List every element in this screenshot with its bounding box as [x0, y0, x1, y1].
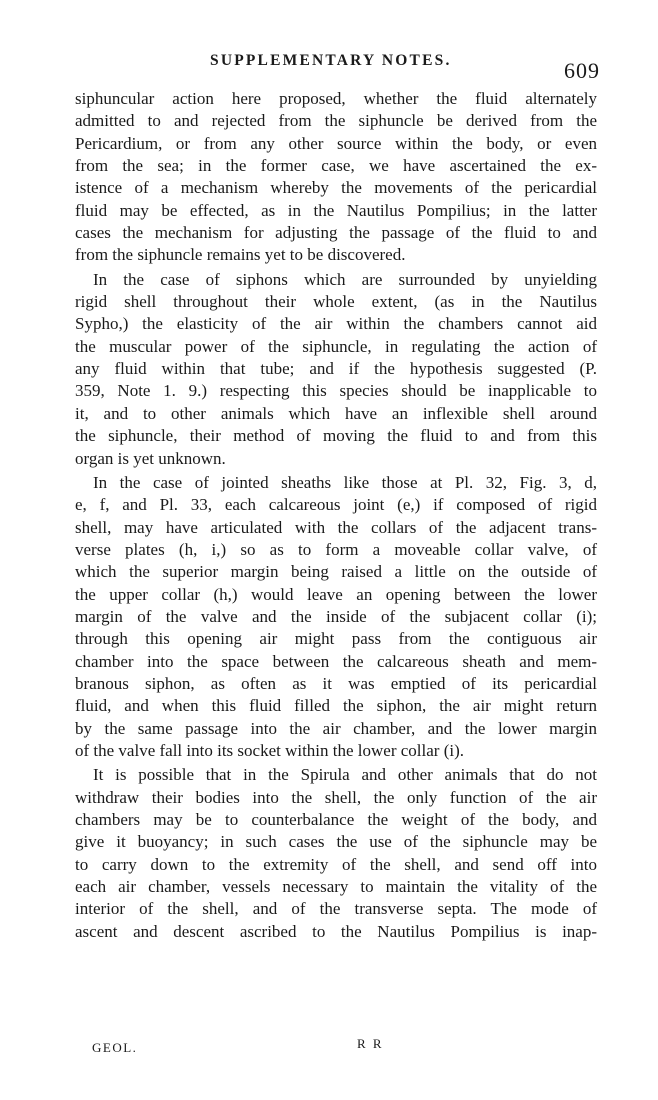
page-number: 609	[564, 58, 600, 83]
text-line: shell, may have articulated with the collars of the adjacent trans-	[75, 517, 597, 537]
text-line: by the same passage into the air chamber, and the lower margin	[75, 718, 597, 738]
text-line: istence of a mechanism whereby the movements of the pericardial	[75, 178, 597, 198]
text-line: fluid, and when this fluid filled the siphon, the air might return	[75, 696, 597, 716]
signature-mark: GEOL.	[92, 1040, 138, 1055]
paragraph	[75, 764, 597, 943]
text-line: interior of the shell, and of the transverse septa. The mode of	[75, 899, 597, 919]
text-line: cases the mechanism for adjusting the passage of the fluid to and	[75, 223, 597, 243]
text-line: chambers may be to counterbalance the weight of the body, and	[75, 810, 597, 829]
text-line: through this opening air might pass from the contiguous air	[75, 629, 597, 649]
text-line: Sypho,) the elasticity of the air within the chambers cannot aid	[75, 314, 597, 334]
text-line: the siphuncle, their method of moving the fluid to and from this	[75, 426, 597, 446]
text-line: It is possible that in the Spirula and other animals that do not	[93, 765, 597, 785]
text-line: organ is yet unknown.	[75, 448, 226, 468]
text-line: In the case of jointed sheaths like those at Pl. 32, Fig. 3, d,	[93, 472, 597, 492]
text-line: any fluid within that tube; and if the hypothesis suggested (P.	[75, 359, 597, 379]
text-line: siphuncular action here proposed, whether the fluid alternately	[75, 89, 597, 108]
text-line: In the case of siphons which are surrounded by unyielding	[93, 269, 597, 289]
text-line: margin of the valve and the inside of the subjacent collar (i);	[75, 606, 597, 626]
paragraph	[75, 88, 597, 267]
text-line: ascent and descent ascribed to the Nautilus Pompilius is inap-	[75, 921, 597, 941]
text-line: Pericardium, or from any other source within the body, or even	[75, 133, 597, 153]
text-line: each air chamber, vessels necessary to maintain the vitality of the	[75, 877, 597, 897]
text-line: chamber into the space between the calcareous sheath and mem-	[75, 651, 597, 671]
running-title: SUPPLEMENTARY NOTES.	[210, 52, 452, 69]
text-line: fluid may be effected, as in the Nautilus Pompilius; in the latter	[75, 200, 597, 220]
paragraph	[75, 472, 597, 762]
text-line: it, and to other animals which have an inflexible shell around	[75, 403, 597, 423]
text-line: verse plates (h, i,) so as to form a moveable collar valve, of	[75, 539, 597, 559]
paragraph	[75, 269, 597, 470]
text-line: withdraw their bodies into the shell, the only function of the air	[75, 787, 597, 807]
text-line: 359, Note 1. 9.) respecting this species should be inapplicable to	[75, 381, 597, 401]
text-line: to carry down to the extremity of the shell, and send off into	[75, 854, 597, 874]
text-line: rigid shell throughout their whole extent, (as in the Nautilus	[75, 292, 597, 312]
text-line: e, f, and Pl. 33, each calcareous joint (e,) if composed of rigid	[75, 495, 597, 515]
text-line: branous siphon, as often as it was emptied of its pericardial	[75, 673, 597, 693]
text-line: from the siphuncle remains yet to be discovered.	[75, 245, 406, 265]
text-line: the upper collar (h,) would leave an opening between the lower	[75, 584, 597, 604]
text-line: the muscular power of the siphuncle, in regulating the action of	[75, 336, 597, 356]
body-text	[75, 88, 597, 943]
text-line: which the superior margin being raised a little on the outside of	[75, 562, 597, 582]
text-line: from the sea; in the former case, we have ascertained the ex-	[75, 156, 597, 176]
text-line: give it buoyancy; in such cases the use of the siphuncle may be	[75, 832, 597, 852]
text-line: admitted to and rejected from the siphuncle be derived from the	[75, 111, 597, 131]
text-line: of the valve fall into its socket within the lower collar (i).	[75, 740, 464, 760]
gathering-signature: R R	[357, 1036, 384, 1051]
running-head	[75, 52, 600, 84]
